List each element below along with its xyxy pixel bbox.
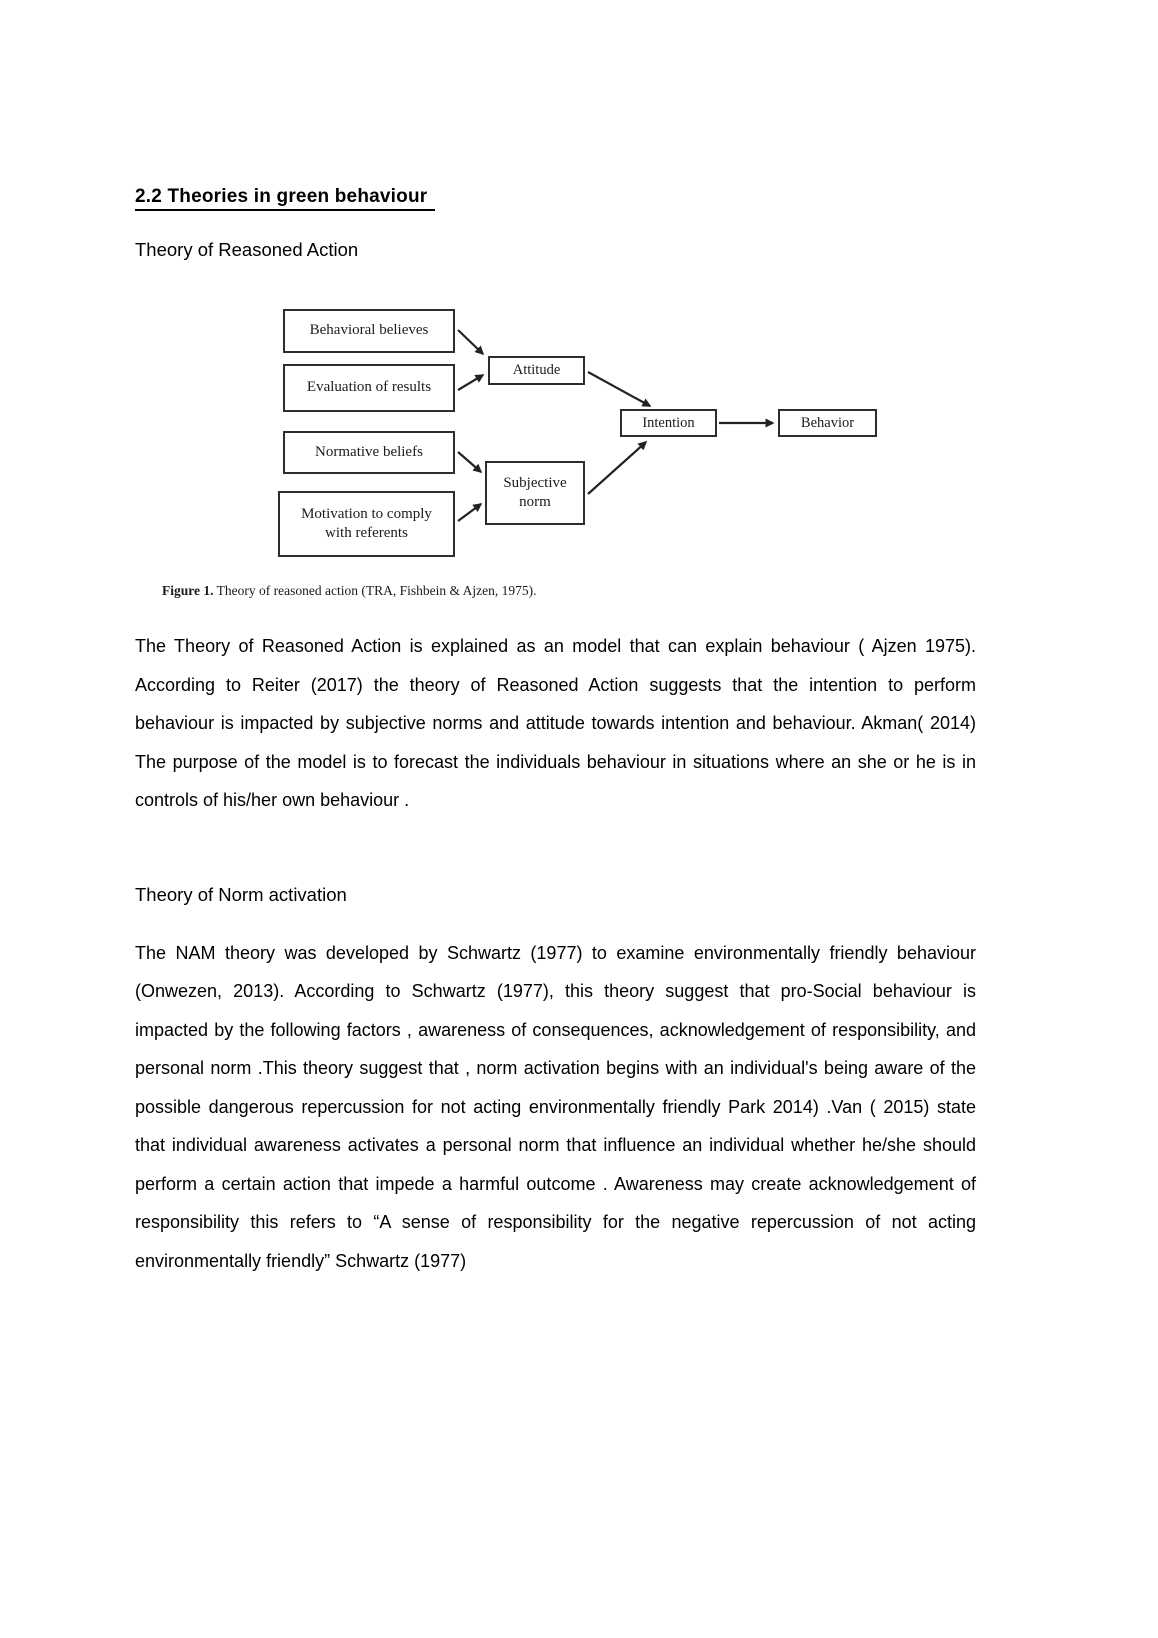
- tra-diagram: [278, 305, 890, 563]
- box-behavioral-believes: Behavioral believes: [283, 309, 455, 353]
- figure-caption-text: Theory of reasoned action (TRA, Fishbein & Ajzen, 1975).: [216, 583, 537, 598]
- section-heading-text: 2.2 Theories in green behaviour: [135, 186, 435, 211]
- box-evaluation-of-results: Evaluation of results: [283, 364, 455, 412]
- paragraph-nam: The NAM theory was developed by Schwartz (1977) to examine environmentally friendly behaviour (Onwezen, 2013). According to Schwartz (1977), this theory suggest that pro-Social behaviour is impacted by the following factors , awareness of consequences, acknowledgement of responsibility, and personal norm .This theory suggest that , norm activation begins with an individual's being aware of the possible dangerous repercussion for not acting environmentally friendly Park 2014) .Van ( 2015) state that individual awareness activates a personal norm that influence an individual whether he/she should perform a certain action that impede a harmful outcome . Awareness may create acknowledgement of responsibility this refers to “A sense of responsibility for the negative repercussion of not acting environmentally friendly” Schwartz (1977): [135, 942, 976, 1271]
- figure-caption-label: Figure 1.: [162, 583, 214, 598]
- section1-title: Theory of Reasoned Action: [135, 239, 359, 260]
- box-subjective-norm: Subjective norm: [485, 461, 585, 525]
- page-content: [135, 0, 976, 1280]
- paragraph-tra: The Theory of Reasoned Action is explained as an model that can explain behaviour ( Ajzen 1975). According to Reiter (2017) the theory of Reasoned Action suggests that the intention to perform behaviour is impacted by subjective norms and attitude towards intention and behaviour. Akman( 2014) The purpose of the model is to forecast the individuals behaviour in situations where an she or he is in controls of his/her own behaviour .: [135, 636, 976, 810]
- box-behavior: Behavior: [778, 409, 877, 437]
- section-heading: [135, 186, 976, 208]
- section2-title: Theory of Norm activation: [135, 883, 347, 905]
- box-intention: Intention: [620, 409, 717, 437]
- box-attitude: Attitude: [488, 356, 585, 385]
- figure-caption: [162, 583, 976, 599]
- box-motivation-to-comply: Motivation to comply with referents: [278, 491, 455, 557]
- box-normative-beliefs: Normative beliefs: [283, 431, 455, 474]
